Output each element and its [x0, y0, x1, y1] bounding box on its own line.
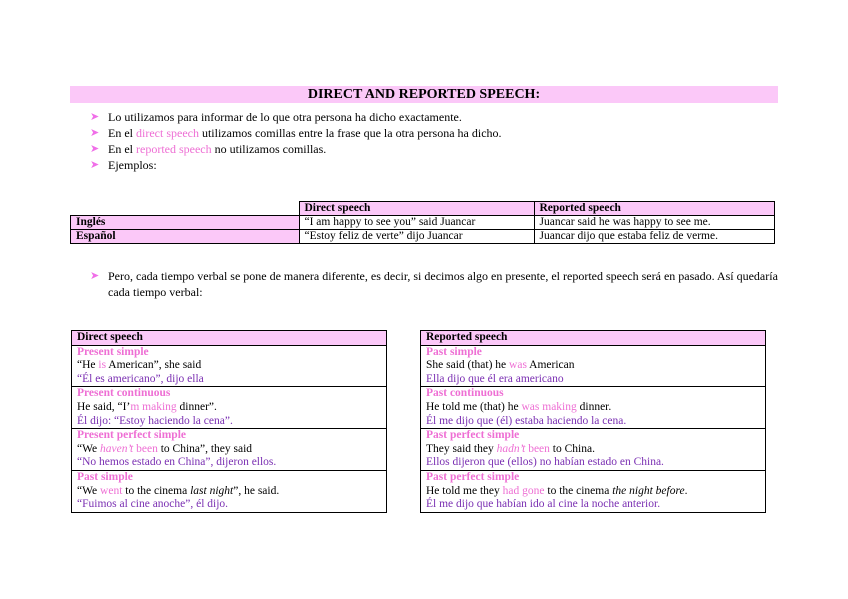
highlight-direct-speech: direct speech [136, 126, 199, 140]
tense-label: Past perfect simple [426, 429, 520, 442]
column-gap [387, 331, 421, 346]
cell-direct: “I am happy to see you” said Juancar [299, 216, 534, 230]
cell-reported: Juancar said he was happy to see me. [534, 216, 774, 230]
column-gap [387, 387, 421, 429]
reported-cell [421, 345, 766, 387]
tense-table [71, 330, 766, 513]
column-gap [387, 470, 421, 512]
page-title: DIRECT AND REPORTED SPEECH: [70, 86, 778, 103]
spanish-sentence: “Fuimos al cine anoche”, él dijo. [77, 498, 229, 511]
bullet-text: Lo utilizamos para informar de lo que otra persona ha dicho exactamente. [108, 110, 462, 124]
column-gap [387, 345, 421, 387]
spanish-sentence: Ellos dijeron que (ellos) no habían estado en China. [426, 456, 664, 469]
tense-label: Past simple [77, 470, 133, 483]
cell-direct: “Estoy feliz de verte” dijo Juancar [299, 230, 534, 244]
examples-table [70, 201, 775, 244]
bullet-text: Ejemplos: [108, 158, 157, 172]
row-label-ingles: Inglés [71, 216, 300, 230]
english-sentence: “We haven’t been to China”, they said [77, 442, 253, 455]
table-row [72, 345, 766, 387]
arrow-bullet-icon: ➤ [90, 111, 100, 123]
spanish-sentence: “Él es americano”, dijo ella [77, 372, 204, 385]
bullet-text: En el [108, 126, 136, 140]
english-sentence: They said they hadn’t been to China. [426, 442, 595, 455]
tense-label: Past continuous [426, 387, 504, 400]
reported-cell [421, 470, 766, 512]
tense-explanation-bullet [90, 268, 798, 300]
table-row [72, 429, 766, 471]
header-direct-speech: Direct speech [299, 202, 534, 216]
header-reported-speech: Reported speech [421, 331, 766, 346]
intro-bullet-list [90, 109, 790, 173]
bullet-item [90, 109, 790, 125]
tense-label: Present simple [77, 345, 149, 358]
row-label-espanol: Español [71, 230, 300, 244]
english-sentence: He said, “I’m making dinner”. [77, 400, 217, 413]
arrow-bullet-icon: ➤ [90, 143, 100, 155]
direct-cell [72, 470, 387, 512]
english-sentence: He told me they had gone to the cinema the night before. [426, 484, 688, 497]
table-row [72, 470, 766, 512]
highlight-reported-speech: reported speech [136, 142, 212, 156]
bullet-text: utilizamos comillas entre la frase que la otra persona ha dicho. [198, 126, 502, 140]
bullet-text: Pero, cada tiempo verbal se pone de manera diferente, es decir, si decimos algo en presente, el reported speech será en pasado. Así quedaría cada tiempo verbal: [108, 269, 778, 299]
cell-reported: Juancar dijo que estaba feliz de verme. [534, 230, 774, 244]
tense-label: Present continuous [77, 387, 171, 400]
bullet-item [90, 125, 790, 141]
spanish-sentence: Él dijo: “Estoy haciendo la cena”. [77, 414, 233, 427]
direct-cell [72, 345, 387, 387]
spanish-sentence: Él me dijo que habían ido al cine la noche anterior. [426, 498, 661, 511]
english-sentence: “We went to the cinema last night”, he said. [77, 484, 280, 497]
bullet-item [90, 157, 790, 173]
english-sentence: He told me (that) he was making dinner. [426, 400, 612, 413]
reported-cell [421, 429, 766, 471]
bullet-text: no utilizamos comillas. [211, 142, 327, 156]
english-sentence: She said (that) he was American [426, 359, 575, 372]
tense-label: Present perfect simple [77, 429, 186, 442]
spanish-sentence: Ella dijo que él era americano [426, 372, 564, 385]
tense-label: Past perfect simple [426, 470, 520, 483]
arrow-bullet-icon: ➤ [90, 270, 100, 282]
tense-label: Past simple [426, 345, 482, 358]
reported-cell [421, 387, 766, 429]
header-direct-speech: Direct speech [72, 331, 387, 346]
arrow-bullet-icon: ➤ [90, 127, 100, 139]
bullet-item [90, 141, 790, 157]
column-gap [387, 429, 421, 471]
empty-corner-cell [71, 202, 300, 216]
spanish-sentence: “No hemos estado en China”, dijeron ellos. [77, 456, 277, 469]
header-reported-speech: Reported speech [534, 202, 774, 216]
bullet-text: En el [108, 142, 136, 156]
english-sentence: “He is American”, she said [77, 359, 202, 372]
arrow-bullet-icon: ➤ [90, 159, 100, 171]
table-row [72, 387, 766, 429]
spanish-sentence: Él me dijo que (él) estaba haciendo la cena. [426, 414, 627, 427]
direct-cell [72, 429, 387, 471]
direct-cell [72, 387, 387, 429]
